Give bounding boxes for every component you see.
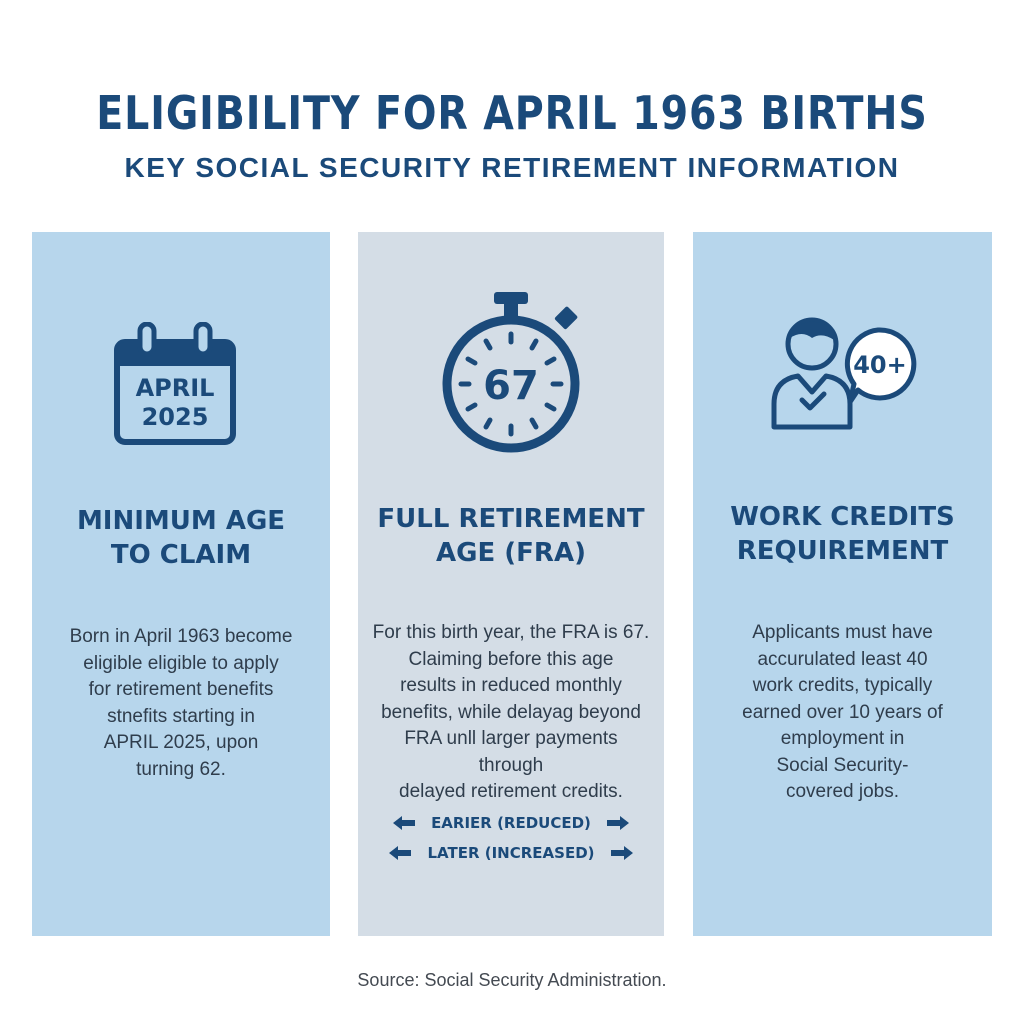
calendar-icon [112, 322, 248, 446]
calendar-year-text: 2025 [141, 403, 209, 431]
panel-body-text: For this birth year, the FRA is 67. Claiming before this age results in reduced monthly benefits, while delayag beyond FRA unll larger payments through delayed retirement credits. [372, 622, 650, 802]
calendar-month-text: APRIL [135, 374, 215, 402]
arrow-left-icon [391, 815, 417, 831]
panel-full-retirement-age [358, 232, 664, 936]
panel-heading: FULL RETIREMENT AGE (FRA) [377, 504, 645, 568]
stopwatch-age-text: 67 [483, 363, 539, 409]
arrow-label-later: LATER (INCREASED) [427, 844, 595, 862]
page-title: ELIGIBILITY FOR APRIL 1963 BIRTHS [96, 86, 928, 140]
arrow-row-later [358, 838, 664, 868]
arrow-right-icon [609, 845, 635, 861]
panel-heading: MINIMUM AGE TO CLAIM [76, 506, 286, 570]
arrow-label-earlier: EARIER (REDUCED) [431, 814, 591, 832]
arrow-row-earlier [358, 808, 664, 838]
credits-count-text: 40+ [853, 351, 907, 379]
panel-heading: WORK CREDITS REQUIREMENT [730, 502, 955, 566]
source-citation: Source: Social Security Administration. [357, 970, 667, 990]
panel-body-text: Born in April 1963 become eligible eligible to apply for retirement benefits stnefits starting in APRIL 2025, upon turning 62. [69, 626, 293, 780]
arrow-right-icon [605, 815, 631, 831]
arrow-left-icon [387, 845, 413, 861]
panel-body-text: Applicants must have accurulated least 40 work credits, typically earned over 10 years of employment in Social Security- covered jobs. [742, 622, 943, 802]
page-subtitle: KEY SOCIAL SECURITY RETIREMENT INFORMATION [124, 152, 900, 183]
stopwatch-icon [430, 284, 592, 454]
worker-credits-icon [768, 312, 928, 432]
panel-minimum-age [32, 232, 330, 936]
claim-timing-arrows [358, 808, 664, 868]
panel-work-credits [693, 232, 992, 936]
